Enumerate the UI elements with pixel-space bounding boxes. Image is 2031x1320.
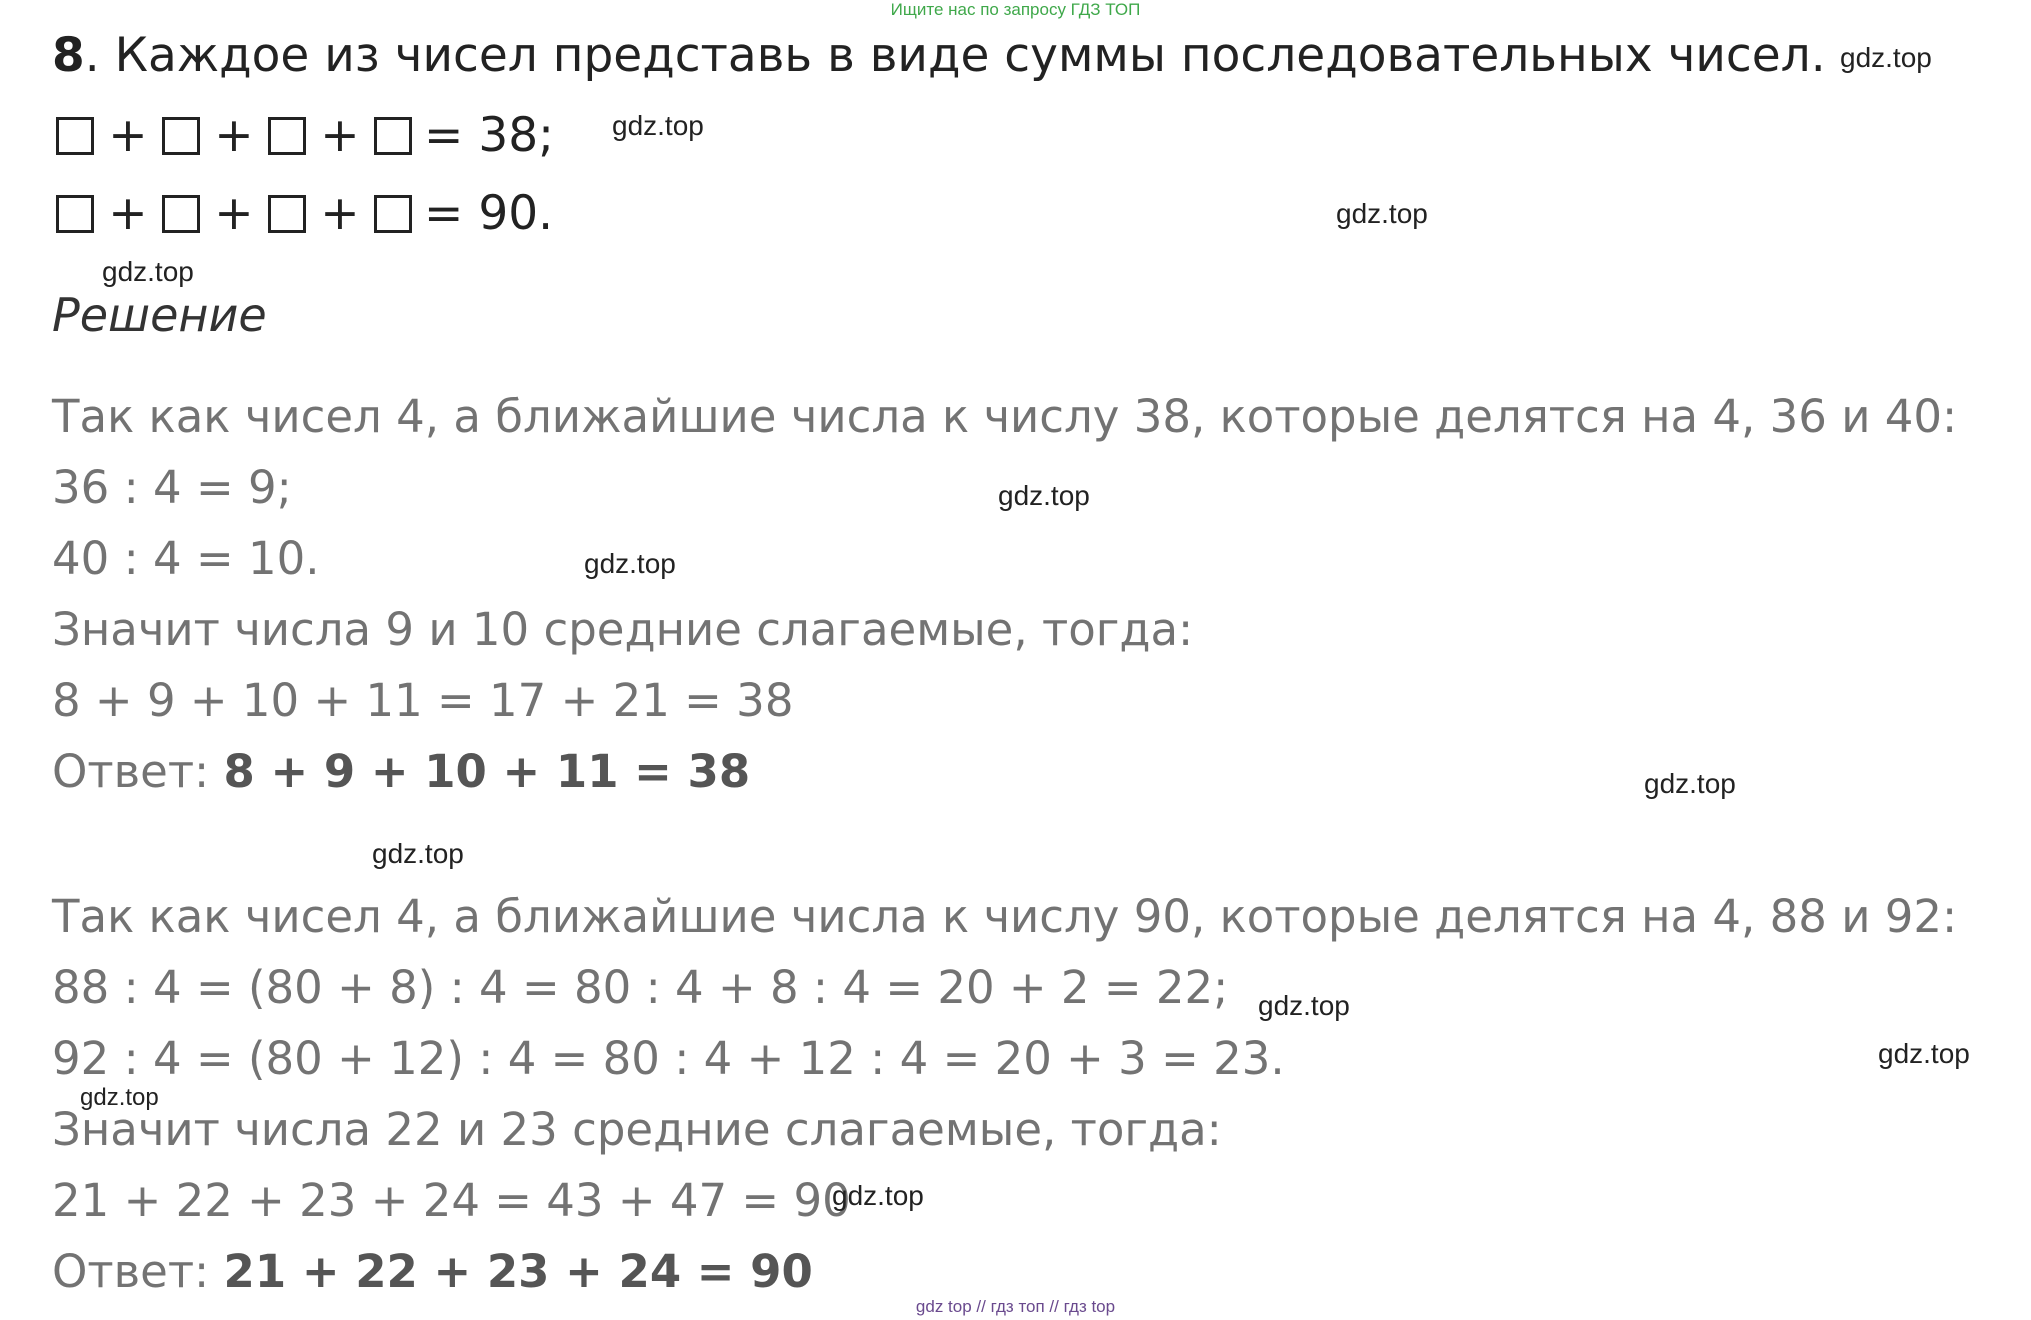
solution-line: 36 : 4 = 9; — [52, 461, 292, 514]
watermark: gdz.top — [80, 1084, 159, 1111]
empty-box — [56, 117, 94, 155]
empty-box — [268, 117, 306, 155]
watermark: gdz.top — [1644, 768, 1736, 799]
empty-box — [374, 195, 412, 233]
task-statement — [52, 28, 1826, 83]
solution-heading: Решение — [52, 288, 267, 342]
solution-line: 88 : 4 = (80 + 8) : 4 = 80 : 4 + 8 : 4 = 20 + 2 = 22; — [52, 961, 1229, 1014]
solution-line: 8 + 9 + 10 + 11 = 17 + 21 = 38 — [52, 674, 794, 727]
answer-value: 21 + 22 + 23 + 24 = 90 — [223, 1245, 813, 1298]
solution-line: 40 : 4 = 10. — [52, 532, 320, 585]
task-number: 8 — [52, 28, 85, 83]
watermark: gdz.top — [1336, 198, 1428, 229]
watermark: gdz.top — [102, 256, 194, 287]
watermark: gdz.top — [832, 1180, 924, 1211]
empty-box — [56, 195, 94, 233]
empty-box — [268, 195, 306, 233]
plus-sign: + — [108, 186, 148, 241]
solution-line: Так как чисел 4, а ближайшие числа к числу 38, которые делятся на 4, 36 и 40: — [52, 390, 1958, 443]
watermark: gdz.top — [998, 480, 1090, 511]
empty-box — [162, 117, 200, 155]
plus-sign: + — [214, 108, 254, 163]
equation-rhs: = 90. — [424, 186, 554, 241]
plus-sign: + — [320, 108, 360, 163]
solution-line: 92 : 4 = (80 + 12) : 4 = 80 : 4 + 12 : 4 = 20 + 3 = 23. — [52, 1032, 1285, 1085]
top-banner[interactable]: Ищите нас по запросу ГДЗ ТОП — [890, 0, 1141, 19]
solution-line: 21 + 22 + 23 + 24 = 43 + 47 = 90 — [52, 1174, 851, 1227]
answer-label: Ответ: — [52, 1245, 224, 1298]
equation-38 — [56, 108, 554, 163]
answer-value: 8 + 9 + 10 + 11 = 38 — [223, 745, 751, 798]
plus-sign: + — [320, 186, 360, 241]
empty-box — [374, 117, 412, 155]
answer-line — [52, 1245, 813, 1298]
plus-sign: + — [108, 108, 148, 163]
empty-box — [162, 195, 200, 233]
watermark: gdz.top — [584, 548, 676, 579]
watermark: gdz.top — [372, 838, 464, 869]
watermark: gdz.top — [1878, 1038, 1970, 1069]
plus-sign: + — [214, 186, 254, 241]
equation-rhs: = 38; — [424, 108, 554, 163]
footer-links[interactable]: gdz top // гдз топ // гдз top — [915, 1297, 1116, 1316]
watermark: gdz.top — [612, 110, 704, 141]
solution-line: Значит числа 22 и 23 средние слагаемые, тогда: — [52, 1103, 1222, 1156]
solution-line: Так как чисел 4, а ближайшие числа к числу 90, которые делятся на 4, 88 и 92: — [52, 890, 1958, 943]
equation-90 — [56, 186, 553, 241]
task-text: . Каждое из чисел представь в виде суммы последовательных чисел. — [84, 28, 1826, 83]
answer-label: Ответ: — [52, 745, 224, 798]
watermark: gdz.top — [1258, 990, 1350, 1021]
solution-line: Значит числа 9 и 10 средние слагаемые, тогда: — [52, 603, 1194, 656]
watermark: gdz.top — [1840, 42, 1932, 73]
answer-line — [52, 745, 750, 798]
